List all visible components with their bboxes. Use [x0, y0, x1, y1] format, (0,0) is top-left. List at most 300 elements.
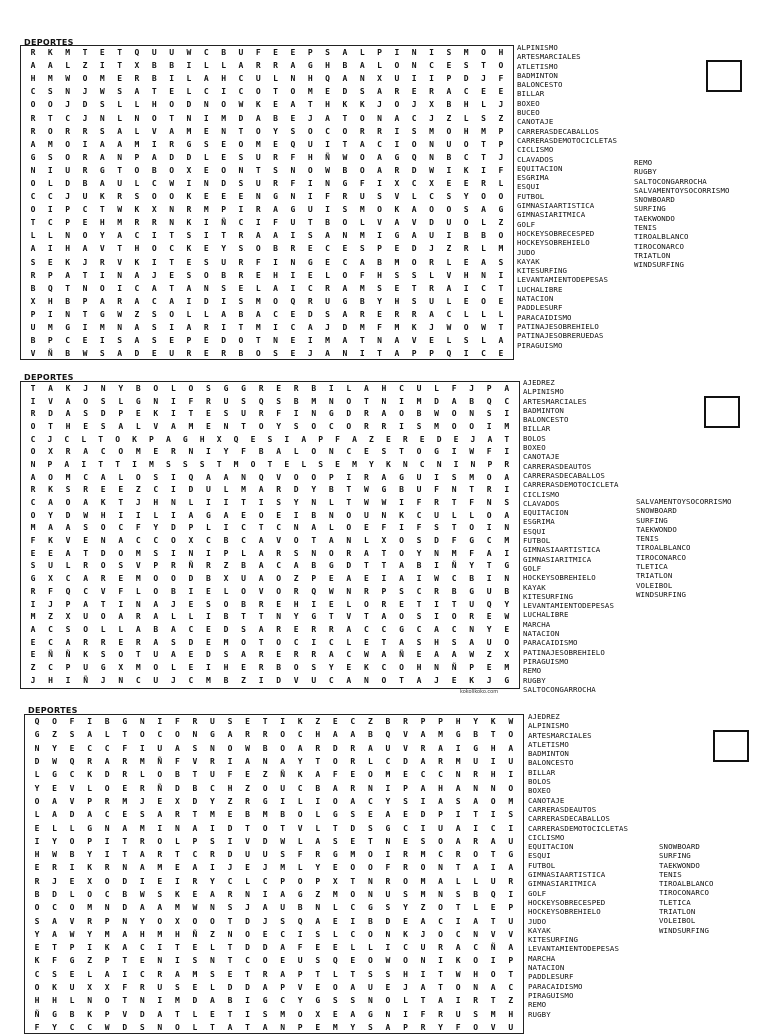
grid-letter[interactable]: P	[377, 48, 382, 58]
grid-letter[interactable]: M	[463, 48, 469, 58]
grid-letter[interactable]: E	[206, 409, 211, 419]
grid-letter[interactable]: F	[416, 523, 422, 533]
grid-letter[interactable]: A	[451, 396, 457, 406]
grid-letter[interactable]: B	[315, 783, 321, 793]
grid-letter[interactable]: L	[359, 218, 365, 228]
grid-letter[interactable]: A	[203, 74, 209, 84]
grid-letter[interactable]: A	[134, 87, 140, 97]
grid-letter[interactable]: N	[311, 498, 317, 508]
grid-letter[interactable]: M	[139, 823, 145, 833]
grid-letter[interactable]: C	[342, 257, 348, 267]
grid-letter[interactable]: T	[498, 283, 504, 293]
grid-letter[interactable]: A	[192, 823, 198, 833]
grid-letter[interactable]: E	[446, 178, 452, 188]
grid-letter[interactable]: O	[250, 459, 256, 469]
grid-letter[interactable]: N	[311, 409, 317, 419]
grid-letter[interactable]: E	[139, 956, 145, 966]
grid-letter[interactable]: C	[463, 87, 469, 97]
grid-letter[interactable]: R	[30, 48, 36, 58]
grid-letter[interactable]: N	[469, 624, 475, 634]
grid-letter[interactable]: J	[82, 113, 88, 123]
grid-letter[interactable]: L	[346, 599, 352, 609]
grid-letter[interactable]: K	[48, 485, 53, 495]
grid-letter[interactable]: R	[438, 943, 443, 953]
grid-letter[interactable]: L	[192, 1022, 198, 1032]
grid-letter[interactable]: N	[276, 612, 282, 622]
grid-letter[interactable]: F	[34, 1022, 40, 1032]
grid-letter[interactable]: Y	[153, 523, 159, 533]
grid-letter[interactable]: S	[117, 87, 123, 97]
grid-letter[interactable]: C	[463, 152, 469, 162]
grid-letter[interactable]: A	[65, 637, 71, 647]
grid-letter[interactable]: F	[359, 178, 365, 188]
grid-letter[interactable]: A	[104, 757, 110, 767]
grid-letter[interactable]: C	[153, 536, 159, 546]
grid-letter[interactable]: I	[446, 165, 452, 175]
grid-letter[interactable]: U	[169, 349, 175, 359]
grid-letter[interactable]: S	[69, 730, 75, 740]
grid-letter[interactable]: I	[258, 498, 264, 508]
grid-letter[interactable]: A	[367, 743, 373, 753]
grid-letter[interactable]: U	[153, 650, 159, 660]
grid-letter[interactable]: F	[227, 770, 233, 780]
grid-letter[interactable]: D	[238, 113, 244, 123]
grid-letter[interactable]: R	[473, 770, 479, 780]
grid-letter[interactable]: R	[473, 996, 479, 1006]
grid-letter[interactable]: L	[481, 309, 486, 319]
grid-letter[interactable]: R	[273, 61, 278, 71]
grid-letter[interactable]: O	[30, 100, 36, 110]
grid-letter[interactable]: A	[30, 624, 36, 634]
grid-letter[interactable]: R	[363, 421, 369, 431]
grid-letter[interactable]: W	[342, 152, 348, 162]
grid-letter[interactable]: S	[241, 396, 246, 406]
grid-letter[interactable]: C	[280, 929, 286, 939]
grid-letter[interactable]: R	[325, 283, 330, 293]
grid-letter[interactable]: P	[328, 472, 334, 482]
grid-letter[interactable]: Y	[504, 599, 510, 609]
grid-letter[interactable]: I	[157, 943, 163, 953]
grid-letter[interactable]: I	[221, 87, 227, 97]
grid-letter[interactable]: E	[192, 890, 198, 899]
grid-letter[interactable]: H	[463, 270, 469, 280]
grid-letter[interactable]: B	[276, 662, 282, 672]
grid-letter[interactable]: X	[332, 876, 338, 886]
grid-letter[interactable]: U	[245, 850, 250, 860]
grid-letter[interactable]: E	[350, 770, 356, 780]
grid-letter[interactable]: T	[469, 485, 475, 495]
grid-letter[interactable]: A	[332, 783, 338, 793]
grid-letter[interactable]: C	[52, 903, 57, 913]
grid-letter[interactable]: N	[30, 459, 36, 469]
grid-letter[interactable]: E	[255, 270, 261, 280]
grid-letter[interactable]: T	[307, 218, 313, 228]
grid-letter[interactable]: L	[188, 612, 194, 622]
grid-letter[interactable]: Y	[403, 903, 408, 913]
grid-letter[interactable]: D	[276, 675, 282, 685]
grid-letter[interactable]: C	[438, 850, 443, 860]
grid-letter[interactable]: A	[438, 996, 443, 1006]
grid-letter[interactable]: A	[325, 231, 330, 241]
grid-letter[interactable]: N	[451, 485, 457, 495]
grid-letter[interactable]: I	[453, 459, 459, 469]
grid-letter[interactable]: T	[350, 969, 356, 979]
grid-letter[interactable]: N	[381, 396, 387, 406]
grid-letter[interactable]: M	[359, 231, 365, 241]
grid-letter[interactable]: N	[436, 459, 442, 469]
grid-letter[interactable]: C	[325, 244, 330, 254]
grid-letter[interactable]: R	[206, 561, 211, 571]
grid-letter[interactable]: E	[403, 836, 408, 846]
grid-letter[interactable]: H	[52, 996, 57, 1006]
grid-letter[interactable]: E	[52, 783, 57, 793]
grid-letter[interactable]: B	[469, 396, 475, 406]
grid-letter[interactable]: T	[255, 336, 261, 346]
grid-letter[interactable]: P	[498, 139, 504, 149]
grid-letter[interactable]: I	[82, 323, 88, 333]
grid-letter[interactable]: W	[481, 323, 486, 333]
grid-letter[interactable]: O	[438, 929, 443, 939]
grid-letter[interactable]: E	[416, 650, 422, 660]
grid-letter[interactable]: T	[227, 1009, 233, 1019]
grid-letter[interactable]: L	[451, 510, 457, 520]
grid-letter[interactable]: R	[203, 323, 209, 333]
grid-letter[interactable]: O	[399, 548, 404, 558]
grid-letter[interactable]: L	[363, 536, 369, 546]
grid-letter[interactable]: R	[238, 231, 244, 241]
grid-letter[interactable]: L	[134, 126, 140, 136]
grid-letter[interactable]: O	[100, 523, 106, 533]
grid-letter[interactable]: I	[420, 823, 426, 833]
grid-letter[interactable]: I	[490, 810, 496, 820]
grid-letter[interactable]: S	[241, 624, 246, 634]
grid-letter[interactable]: S	[267, 434, 273, 444]
grid-letter[interactable]: P	[318, 434, 324, 444]
grid-letter[interactable]: M	[157, 863, 163, 873]
grid-letter[interactable]: N	[402, 459, 408, 469]
grid-letter[interactable]: A	[342, 74, 348, 84]
grid-letter[interactable]: O	[174, 730, 180, 740]
grid-letter[interactable]: A	[394, 349, 400, 359]
grid-letter[interactable]: R	[293, 586, 299, 596]
grid-letter[interactable]: D	[52, 890, 57, 899]
grid-letter[interactable]: O	[65, 139, 71, 149]
grid-letter[interactable]: A	[135, 624, 141, 634]
grid-letter[interactable]: J	[135, 498, 141, 508]
grid-letter[interactable]: T	[169, 113, 175, 123]
grid-letter[interactable]: S	[367, 969, 373, 979]
grid-letter[interactable]: O	[481, 48, 486, 58]
grid-letter[interactable]: S	[350, 996, 356, 1006]
grid-letter[interactable]: O	[139, 730, 145, 740]
grid-letter[interactable]: F	[52, 956, 57, 966]
grid-letter[interactable]: B	[151, 61, 157, 71]
grid-letter[interactable]: W	[65, 74, 71, 84]
grid-letter[interactable]: R	[258, 409, 264, 419]
grid-letter[interactable]: A	[52, 929, 57, 939]
grid-letter[interactable]: L	[69, 996, 75, 1006]
grid-letter[interactable]: Ñ	[451, 561, 457, 571]
grid-letter[interactable]: K	[403, 929, 408, 939]
grid-letter[interactable]: W	[69, 929, 75, 939]
grid-letter[interactable]: E	[227, 810, 233, 820]
grid-letter[interactable]: B	[297, 903, 303, 913]
grid-letter[interactable]: C	[328, 675, 334, 685]
grid-letter[interactable]: F	[498, 74, 504, 84]
grid-letter[interactable]: E	[245, 863, 250, 873]
grid-letter[interactable]: S	[262, 1009, 268, 1019]
grid-letter[interactable]: X	[48, 574, 53, 584]
grid-letter[interactable]: C	[363, 624, 369, 634]
grid-letter[interactable]: A	[399, 637, 404, 647]
grid-letter[interactable]: T	[241, 421, 246, 431]
grid-letter[interactable]: V	[403, 743, 408, 753]
grid-letter[interactable]: O	[255, 244, 261, 254]
grid-letter[interactable]: M	[233, 459, 239, 469]
grid-letter[interactable]: L	[245, 876, 250, 886]
grid-letter[interactable]: O	[262, 956, 268, 966]
grid-letter[interactable]: G	[473, 743, 479, 753]
grid-letter[interactable]: P	[297, 969, 303, 979]
grid-letter[interactable]: R	[394, 87, 400, 97]
grid-letter[interactable]: U	[30, 323, 36, 333]
grid-letter[interactable]: R	[157, 969, 163, 979]
grid-letter[interactable]: C	[203, 48, 209, 58]
grid-letter[interactable]: O	[100, 612, 106, 622]
grid-letter[interactable]: S	[153, 548, 159, 558]
grid-letter[interactable]: P	[307, 48, 313, 58]
grid-letter[interactable]: D	[170, 523, 176, 533]
grid-letter[interactable]: P	[118, 409, 124, 419]
grid-letter[interactable]: D	[221, 336, 227, 346]
grid-letter[interactable]: U	[429, 296, 434, 306]
grid-letter[interactable]: K	[132, 434, 137, 444]
grid-letter[interactable]: I	[311, 599, 317, 609]
grid-letter[interactable]: T	[486, 561, 492, 571]
grid-letter[interactable]: D	[245, 983, 250, 993]
grid-letter[interactable]: D	[34, 757, 40, 767]
grid-letter[interactable]: A	[258, 624, 264, 634]
grid-letter[interactable]: C	[30, 87, 36, 97]
grid-letter[interactable]: A	[262, 983, 268, 993]
grid-letter[interactable]: R	[403, 863, 408, 873]
grid-letter[interactable]: D	[192, 996, 198, 1006]
grid-letter[interactable]: I	[290, 231, 296, 241]
grid-letter[interactable]: N	[82, 283, 88, 293]
grid-letter[interactable]: N	[174, 823, 180, 833]
grid-letter[interactable]: Y	[315, 863, 321, 873]
grid-letter[interactable]: R	[134, 218, 140, 228]
grid-letter[interactable]: R	[186, 349, 192, 359]
grid-letter[interactable]: U	[508, 757, 514, 767]
grid-letter[interactable]: O	[342, 218, 348, 228]
grid-letter[interactable]: R	[276, 485, 282, 495]
grid-letter[interactable]: K	[134, 257, 140, 267]
grid-letter[interactable]: E	[307, 244, 313, 254]
grid-letter[interactable]: B	[153, 624, 159, 634]
grid-letter[interactable]: N	[367, 890, 373, 899]
grid-letter[interactable]: O	[342, 270, 348, 280]
grid-letter[interactable]: I	[170, 396, 176, 406]
grid-letter[interactable]: O	[83, 624, 89, 634]
grid-letter[interactable]: H	[438, 783, 443, 793]
grid-letter[interactable]: O	[438, 836, 443, 846]
grid-letter[interactable]: K	[65, 383, 71, 393]
grid-letter[interactable]: S	[385, 903, 391, 913]
grid-letter[interactable]: M	[255, 323, 261, 333]
grid-letter[interactable]: E	[157, 876, 163, 886]
grid-letter[interactable]: I	[385, 850, 391, 860]
grid-letter[interactable]: O	[490, 969, 496, 979]
grid-letter[interactable]: G	[504, 561, 510, 571]
grid-letter[interactable]: M	[135, 574, 141, 584]
grid-letter[interactable]: A	[508, 943, 514, 953]
grid-letter[interactable]: S	[463, 61, 469, 71]
grid-letter[interactable]: L	[377, 61, 382, 71]
grid-letter[interactable]: S	[273, 349, 278, 359]
grid-letter[interactable]: I	[290, 270, 296, 280]
grid-letter[interactable]: S	[359, 244, 365, 254]
grid-letter[interactable]: I	[245, 996, 250, 1006]
grid-letter[interactable]: C	[245, 956, 250, 966]
grid-letter[interactable]: B	[30, 283, 36, 293]
grid-letter[interactable]: K	[455, 956, 461, 966]
grid-letter[interactable]: T	[381, 548, 387, 558]
grid-letter[interactable]: E	[238, 192, 244, 202]
grid-letter[interactable]: I	[481, 165, 486, 175]
grid-letter[interactable]: I	[170, 485, 176, 495]
grid-letter[interactable]: H	[293, 599, 299, 609]
grid-letter[interactable]: T	[332, 823, 338, 833]
grid-letter[interactable]: S	[411, 270, 417, 280]
grid-letter[interactable]: P	[315, 876, 321, 886]
grid-letter[interactable]: O	[69, 836, 75, 846]
grid-letter[interactable]: E	[245, 770, 250, 780]
grid-letter[interactable]: N	[118, 675, 124, 685]
grid-letter[interactable]: A	[381, 612, 387, 622]
grid-letter[interactable]: Y	[223, 447, 229, 457]
grid-letter[interactable]: C	[399, 383, 404, 393]
grid-letter[interactable]: A	[473, 916, 479, 926]
grid-letter[interactable]: T	[83, 548, 89, 558]
grid-letter[interactable]: O	[377, 205, 382, 215]
grid-letter[interactable]: M	[174, 996, 180, 1006]
grid-letter[interactable]: O	[332, 796, 338, 806]
grid-letter[interactable]: U	[508, 836, 514, 846]
grid-letter[interactable]: F	[385, 863, 391, 873]
grid-letter[interactable]: O	[174, 1022, 180, 1032]
grid-letter[interactable]: C	[100, 447, 106, 457]
grid-letter[interactable]: X	[188, 536, 194, 546]
grid-letter[interactable]: Ñ	[47, 349, 53, 359]
grid-letter[interactable]: I	[255, 218, 261, 228]
grid-letter[interactable]: E	[122, 783, 128, 793]
grid-letter[interactable]: C	[47, 192, 53, 202]
grid-letter[interactable]: C	[134, 231, 140, 241]
grid-letter[interactable]: Y	[118, 383, 124, 393]
grid-letter[interactable]: Y	[385, 796, 391, 806]
grid-letter[interactable]: A	[82, 244, 88, 254]
grid-letter[interactable]: T	[245, 969, 250, 979]
grid-letter[interactable]: O	[293, 662, 299, 672]
grid-letter[interactable]: E	[290, 309, 296, 319]
grid-letter[interactable]: N	[210, 743, 215, 753]
grid-letter[interactable]: T	[122, 730, 128, 740]
grid-letter[interactable]: I	[508, 770, 514, 780]
grid-letter[interactable]: O	[498, 61, 504, 71]
grid-letter[interactable]: G	[65, 323, 71, 333]
grid-letter[interactable]: R	[359, 309, 365, 319]
grid-letter[interactable]: O	[508, 783, 514, 793]
grid-letter[interactable]: R	[258, 662, 264, 672]
grid-letter[interactable]: O	[221, 165, 227, 175]
grid-letter[interactable]: C	[104, 890, 110, 899]
grid-letter[interactable]: K	[47, 48, 53, 58]
grid-letter[interactable]: X	[65, 612, 71, 622]
grid-letter[interactable]: M	[241, 485, 246, 495]
grid-letter[interactable]: R	[293, 650, 299, 660]
grid-letter[interactable]: B	[30, 336, 36, 346]
grid-letter[interactable]: A	[134, 270, 140, 280]
grid-letter[interactable]: B	[223, 612, 229, 622]
grid-letter[interactable]: K	[394, 205, 400, 215]
grid-letter[interactable]: B	[377, 257, 382, 267]
grid-letter[interactable]: N	[100, 383, 106, 393]
grid-letter[interactable]: E	[82, 218, 88, 228]
grid-letter[interactable]: U	[420, 943, 426, 953]
grid-letter[interactable]: O	[47, 126, 53, 136]
grid-letter[interactable]: T	[307, 100, 313, 110]
grid-letter[interactable]: R	[434, 498, 439, 508]
grid-letter[interactable]: U	[280, 903, 286, 913]
grid-letter[interactable]: E	[403, 916, 408, 926]
grid-letter[interactable]: C	[486, 536, 492, 546]
grid-letter[interactable]: R	[504, 459, 510, 469]
grid-letter[interactable]: L	[481, 336, 486, 346]
grid-letter[interactable]: B	[463, 231, 469, 241]
grid-letter[interactable]: O	[262, 823, 268, 833]
grid-letter[interactable]: Q	[446, 349, 452, 359]
grid-letter[interactable]: G	[332, 850, 338, 860]
grid-letter[interactable]: N	[223, 421, 229, 431]
grid-letter[interactable]: B	[385, 717, 391, 727]
grid-letter[interactable]: H	[394, 296, 400, 306]
grid-letter[interactable]: P	[87, 836, 93, 846]
grid-letter[interactable]: I	[490, 956, 496, 966]
grid-letter[interactable]: A	[186, 323, 192, 333]
grid-letter[interactable]: R	[429, 87, 434, 97]
grid-letter[interactable]: T	[117, 48, 123, 58]
grid-letter[interactable]: Y	[438, 1022, 443, 1032]
grid-letter[interactable]: H	[223, 662, 229, 672]
grid-letter[interactable]: I	[325, 205, 330, 215]
grid-letter[interactable]: M	[104, 929, 110, 939]
grid-letter[interactable]: I	[486, 574, 492, 584]
grid-letter[interactable]: I	[122, 969, 128, 979]
grid-letter[interactable]: F	[451, 536, 457, 546]
grid-letter[interactable]: N	[434, 548, 439, 558]
grid-letter[interactable]: K	[52, 983, 57, 993]
grid-letter[interactable]: I	[169, 74, 175, 84]
grid-letter[interactable]: O	[223, 599, 229, 609]
grid-letter[interactable]: W	[280, 836, 286, 846]
grid-letter[interactable]: N	[65, 87, 71, 97]
grid-letter[interactable]: A	[117, 139, 123, 149]
grid-letter[interactable]: P	[47, 459, 53, 469]
grid-letter[interactable]: D	[434, 536, 439, 546]
grid-letter[interactable]: A	[151, 283, 157, 293]
grid-letter[interactable]: I	[411, 74, 417, 84]
